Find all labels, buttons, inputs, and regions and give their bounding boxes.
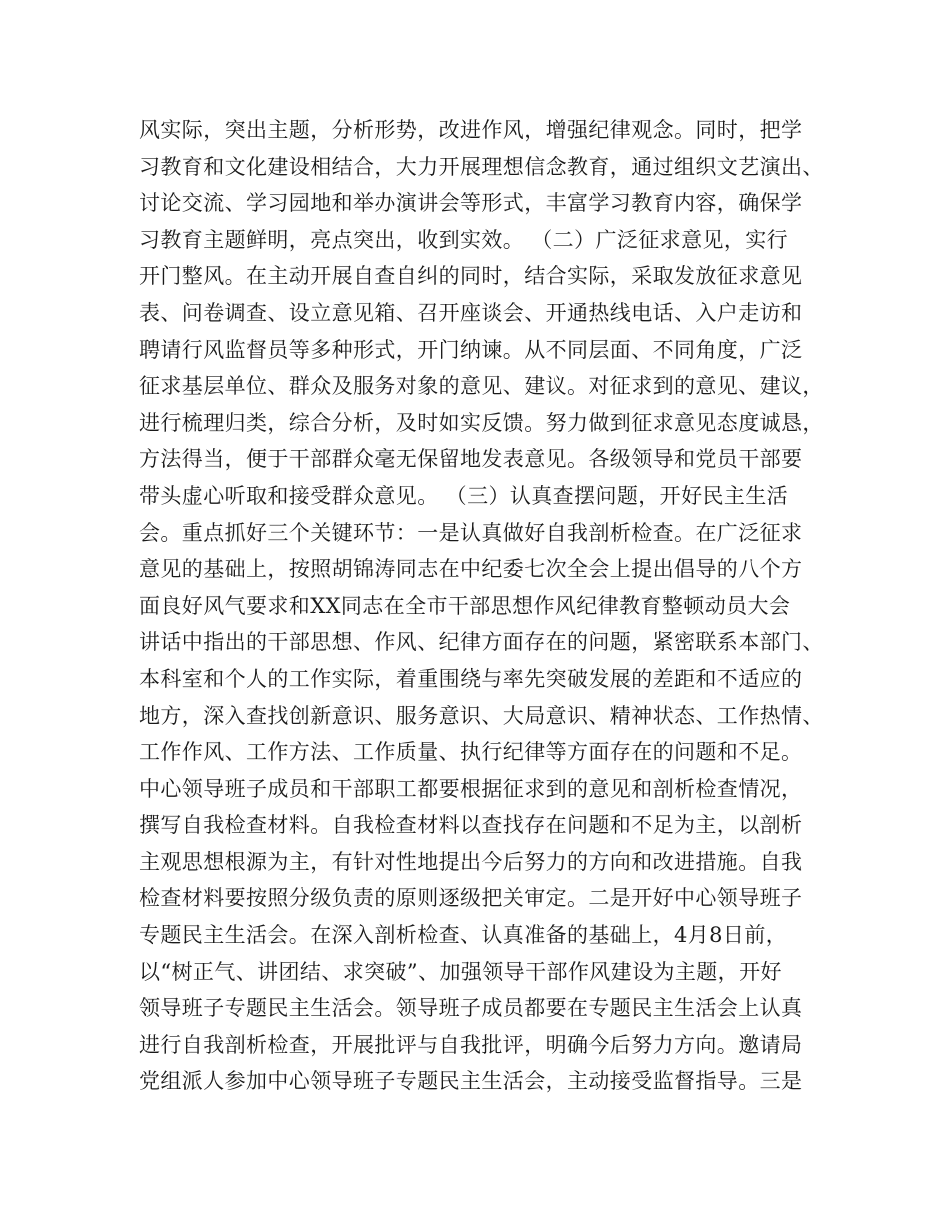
text-line: 开门整风。在主动开展自查自纠的同时，结合实际，采取发放征求意见 [139,264,803,289]
text-line: 意见的基础上，按照胡锦涛同志在中纪委七次全会上提出倡导的八个方 [139,557,803,582]
text-line: 工作作风、工作方法、工作质量、执行纪律等方面存在的问题和不足。 [139,740,803,765]
text-line: 讲话中指出的干部思想、作风、纪律方面存在的问题，紧密联系本部门、 [139,630,824,655]
text-line: 本科室和个人的工作实际，着重围绕与率先突破发展的差距和不适应的 [139,666,803,691]
text-line: 表、问卷调查、设立意见箱、召开座谈会、开通热线电话、入户走访和 [139,300,803,325]
text-line: 进行自我剖析检查，开展批评与自我批评，明确今后努力方向。邀请局 [139,1032,803,1057]
text-line: 党组派人参加中心领导班子专题民主生活会，主动接受监督指导。三是 [139,1069,803,1094]
text-line: 检查材料要按照分级负责的原则逐级把关审定。二是开好中心领导班子 [139,886,803,911]
text-line: 中心领导班子成员和干部职工都要根据征求到的意见和剖析检查情况， [139,776,803,801]
text-line: 专题民主生活会。在深入剖析检查、认真准备的基础上，4月8日前， [139,923,788,948]
text-line: 会。重点抓好三个关键环节：一是认真做好自我剖析检查。在广泛征求 [139,520,803,545]
text-line: 主观思想根源为主，有针对性地提出今后努力的方向和改进措施。自我 [139,849,803,874]
body-text [139,112,824,1100]
text-line: 习教育主题鲜明，亮点突出，收到实效。 （二）广泛征求意见，实行 [139,227,789,252]
text-line: 方法得当，便于干部群众毫无保留地发表意见。各级领导和党员干部要 [139,447,803,472]
text-line: 聘请行风监督员等多种形式，开门纳谏。从不同层面、不同角度，广泛 [139,337,803,362]
text-line: 进行梳理归类，综合分析，及时如实反馈。努力做到征求意见态度诚恳， [139,410,824,435]
text-line: 讨论交流、学习园地和举办演讲会等形式，丰富学习教育内容，确保学 [139,191,803,216]
text-line: 领导班子专题民主生活会。领导班子成员都要在专题民主生活会上认真 [139,996,803,1021]
text-line: 撰写自我检查材料。自我检查材料以查找存在问题和不足为主，以剖析 [139,813,803,838]
text-line: 面良好风气要求和XX同志在全市干部思想作风纪律教育整顿动员大会 [139,593,791,618]
text-line: 带头虚心听取和接受群众意见。 （三）认真查摆问题，开好民主生活 [139,483,789,508]
text-line: 以“树正气、讲团结、求突破”、加强领导干部作风建设为主题，开好 [139,959,782,984]
text-line: 习教育和文化建设相结合，大力开展理想信念教育，通过组织文艺演出、 [139,154,824,179]
text-line: 地方，深入查找创新意识、服务意识、大局意识、精神状态、工作热情、 [139,703,824,728]
text-line: 征求基层单位、群众及服务对象的意见、建议。对征求到的意见、建议， [139,374,824,399]
text-line: 风实际，突出主题，分析形势，改进作风，增强纪律观念。同时，把学 [139,118,803,142]
